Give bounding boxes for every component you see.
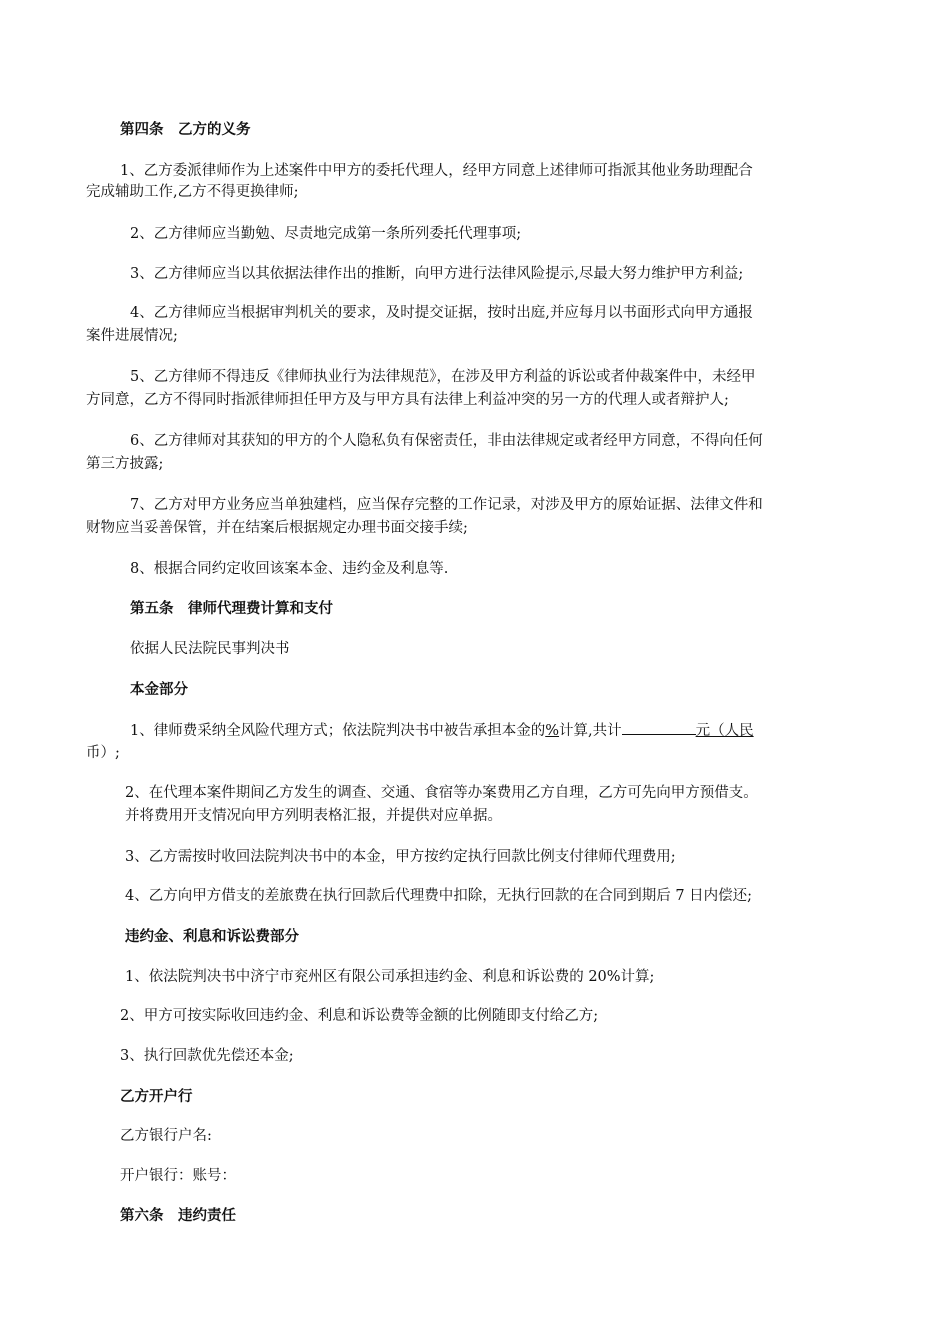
principal-item1-text-b: 计算,共计 [559, 723, 622, 739]
article6-heading: 第六条 违约责任 [120, 1208, 236, 1224]
article4-item1-line2: 完成辅助工作,乙方不得更换律师; [86, 184, 299, 200]
account-name-label: 乙方银行户名: [120, 1128, 212, 1144]
article4-item7-line1: 7、乙方对甲方业务应当单独建档，应当保存完整的工作记录，对涉及甲方的原始证据、法律文件和 [130, 497, 763, 513]
principal-item1-line2: 币）; [86, 745, 120, 761]
article4-item8: 8、根据合同约定收回该案本金、违约金及利息等. [130, 561, 449, 577]
penalty-heading: 违约金、利息和诉讼费部分 [125, 929, 299, 945]
article4-item3: 3、乙方律师应当以其依据法律作出的推断，向甲方进行法律风险提示,尽最大努力维护甲方利益; [130, 266, 744, 282]
fee-basis: 依据人民法院民事判决书 [130, 641, 290, 657]
principal-item1-text-c: 元（人民 [695, 723, 754, 739]
amount-blank [622, 720, 696, 735]
principal-item1-line1 [130, 720, 754, 741]
article4-item5-line1: 5、乙方律师不得违反《律师执业行为法律规范》，在涉及甲方利益的诉讼或者仲裁案件中，未经甲 [130, 369, 756, 385]
principal-item2-line1: 2、在代理本案件期间乙方发生的调查、交通、食宿等办案费用乙方自理，乙方可先向甲方预借支。 [125, 785, 758, 801]
principal-item3: 3、乙方需按时收回法院判决书中的本金，甲方按约定执行回款比例支付律师代理费用; [125, 849, 676, 865]
article4-item5-line2: 方同意，乙方不得同时指派律师担任甲方及与甲方具有法律上利益冲突的另一方的代理人或者辩护人; [86, 392, 729, 408]
article4-item6-line1: 6、乙方律师对其获知的甲方的个人隐私负有保密责任，非由法律规定或者经甲方同意，不得向任何 [130, 433, 763, 449]
article4-item6-line2: 第三方披露; [86, 456, 164, 472]
percent-blank: % [545, 723, 560, 739]
bank-account-label: 开户银行：账号： [120, 1168, 236, 1184]
article4-item4-line2: 案件进展情况; [86, 328, 178, 344]
article5-heading: 第五条 律师代理费计算和支付 [130, 601, 333, 617]
penalty-item3: 3、执行回款优先偿还本金; [120, 1048, 294, 1064]
principal-item1-text-a: 1、律师费采纳全风险代理方式；依法院判决书中被告承担本金的 [130, 723, 546, 739]
principal-item4: 4、乙方向甲方借支的差旅费在执行回款后代理费中扣除，无执行回款的在合同到期后 7 日内偿还; [125, 888, 753, 904]
principal-heading: 本金部分 [130, 682, 188, 698]
penalty-item2: 2、甲方可按实际收回违约金、利息和诉讼费等金额的比例随即支付给乙方; [120, 1008, 599, 1024]
article4-item2: 2、乙方律师应当勤勉、尽责地完成第一条所列委托代理事项; [130, 226, 522, 242]
article4-item7-line2: 财物应当妥善保管，并在结案后根据规定办理书面交接手续; [86, 520, 468, 536]
article4-item4-line1: 4、乙方律师应当根据审判机关的要求，及时提交证据，按时出庭,并应每月以书面形式向甲方通报 [130, 305, 753, 321]
article4-heading: 第四条 乙方的义务 [120, 122, 251, 138]
article4-item1-line1: 1、乙方委派律师作为上述案件中甲方的委托代理人，经甲方同意上述律师可指派其他业务助理配合 [120, 163, 753, 179]
principal-item2-line2: 并将费用开支情况向甲方列明表格汇报，并提供对应单据。 [125, 808, 502, 824]
penalty-item1: 1、依法院判决书中济宁市兖州区有限公司承担违约金、利息和诉讼费的 20%计算; [125, 969, 655, 985]
bank-heading: 乙方开户行 [120, 1089, 193, 1105]
